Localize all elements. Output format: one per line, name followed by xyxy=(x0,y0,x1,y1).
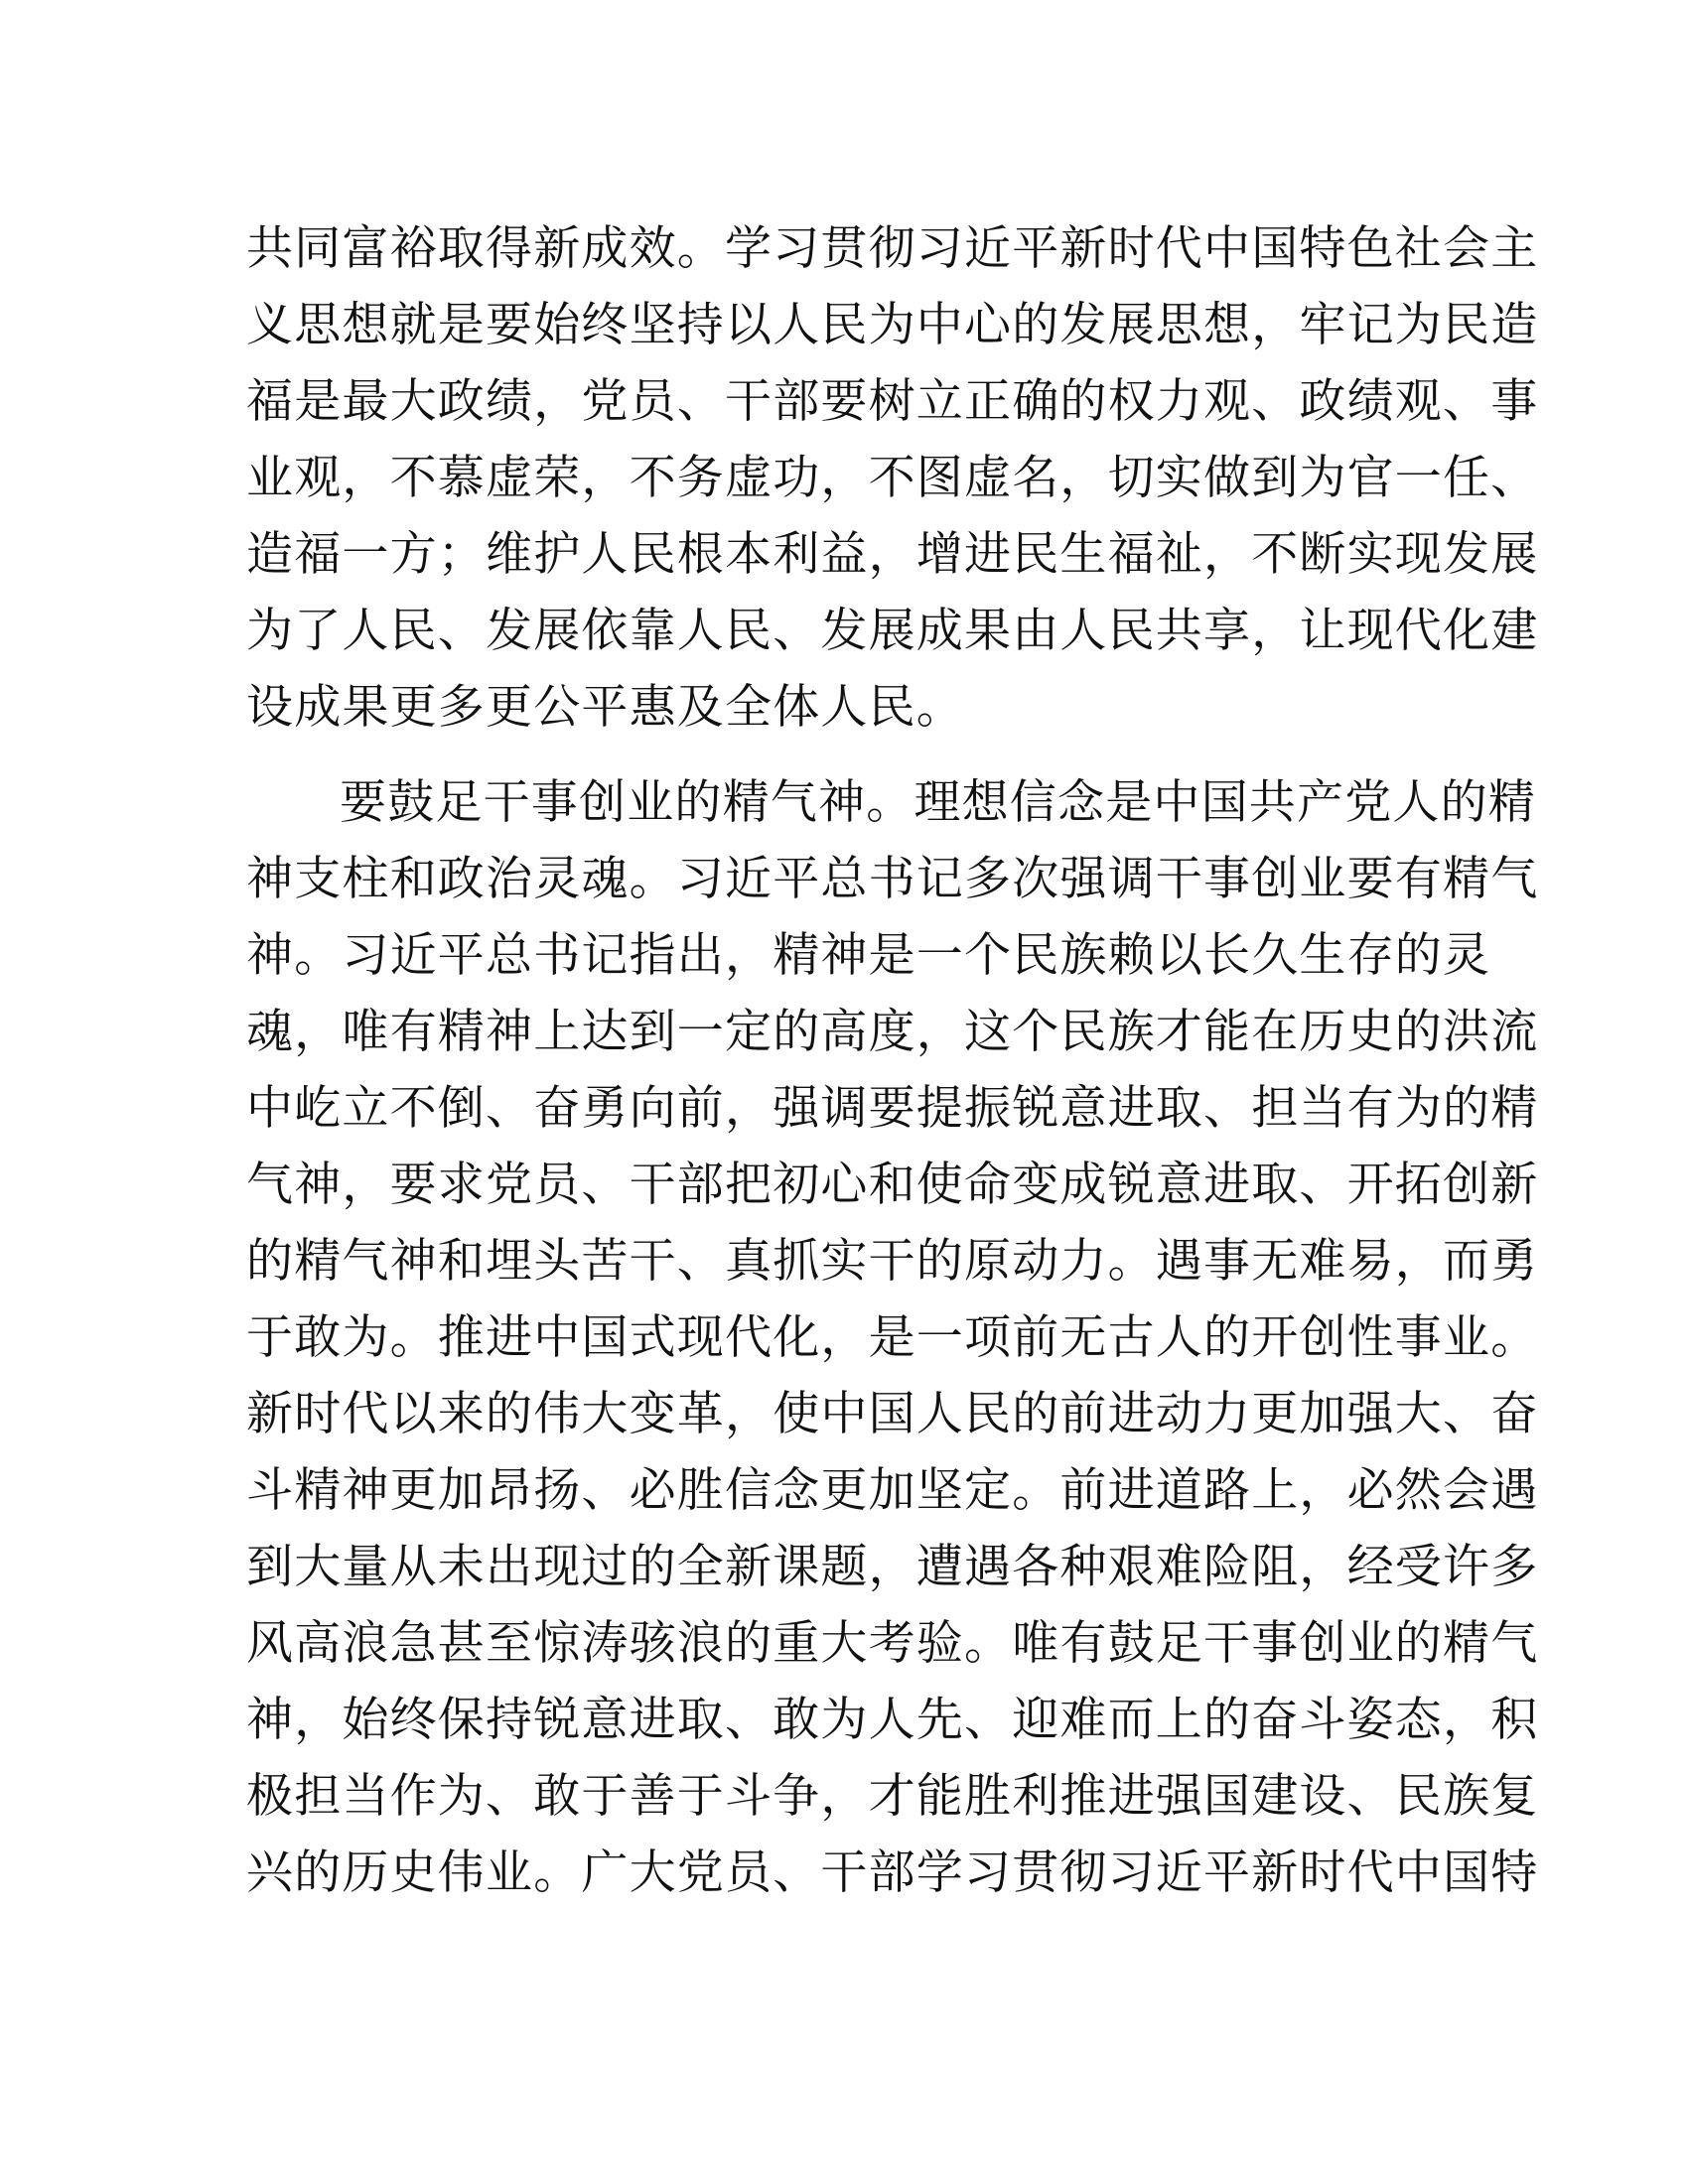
paragraph-line: 业观，不慕虚荣，不务虚功，不图虚名，切实做到为官一任、 xyxy=(246,451,1539,505)
paragraph-line: 神。习近平总书记指出，精神是一个民族赖以长久生存的灵 xyxy=(246,928,1491,983)
paragraph-line: 设成果更多更公平惠及全体人民。 xyxy=(246,680,964,735)
paragraph-line xyxy=(246,1911,1438,1987)
paragraph-line: 兴的历史伟业。广大党员、干部学习贯彻习近平新时代中国特 xyxy=(246,1845,1539,1900)
paragraph-line: 中屹立不倒、奋勇向前，强调要提振锐意进取、担当有为的精 xyxy=(246,1081,1539,1136)
paragraph-line: 神，始终保持锐意进取、敢为人先、迎难而上的奋斗姿态，积 xyxy=(246,1693,1539,1747)
paragraph-line: 风高浪急甚至惊涛骇浪的重大考验。唯有鼓足干事创业的精气 xyxy=(246,1616,1539,1671)
paragraph-line: 要鼓足干事创业的精气神。理想信念是中国共产党人的精 xyxy=(340,775,1536,830)
paragraph-line: 神支柱和政治灵魂。习近平总书记多次强调干事创业要有精气 xyxy=(246,852,1539,906)
paragraph-line: 共同富裕取得新成效。学习贯彻习近平新时代中国特色社会主 xyxy=(246,221,1539,276)
paragraph-line: 于敢为。推进中国式现代化，是一项前无古人的开创性事业。 xyxy=(246,1310,1539,1365)
paragraph-line: 义思想就是要始终坚持以人民为中心的发展思想，牢记为民造 xyxy=(246,298,1539,352)
paragraph-line: 的精气神和埋头苦干、真抓实干的原动力。遇事无难易，而勇 xyxy=(246,1234,1539,1289)
paragraph-2 xyxy=(246,764,1539,1987)
paragraph-line: 斗精神更加昂扬、必胜信念更加坚定。前进道路上，必然会遇 xyxy=(246,1463,1539,1518)
paragraph-line: 到大量从未出现过的全新课题，遭遇各种艰难险阻，经受许多 xyxy=(246,1540,1539,1594)
paragraph-line: 福是最大政绩，党员、干部要树立正确的权力观、政绩观、事 xyxy=(246,374,1539,429)
paragraph-line: 极担当作为、敢于善于斗争，才能胜利推进强国建设、民族复 xyxy=(246,1769,1539,1824)
paragraph-line: 气神，要求党员、干部把初心和使命变成锐意进取、开拓创新 xyxy=(246,1158,1539,1212)
paragraph-1 xyxy=(246,210,1539,746)
paragraph-line: 魂，唯有精神上达到一定的高度，这个民族才能在历史的洪流 xyxy=(246,1005,1539,1059)
paragraph-line: 为了人民、发展依靠人民、发展成果由人民共享，让现代化建 xyxy=(246,604,1539,658)
paragraph-line: 新时代以来的伟大变革，使中国人民的前进动力更加强大、奋 xyxy=(246,1387,1539,1441)
paragraph-line: 造福一方；维护人民根本利益，增进民生福祉，不断实现发展 xyxy=(246,527,1539,582)
